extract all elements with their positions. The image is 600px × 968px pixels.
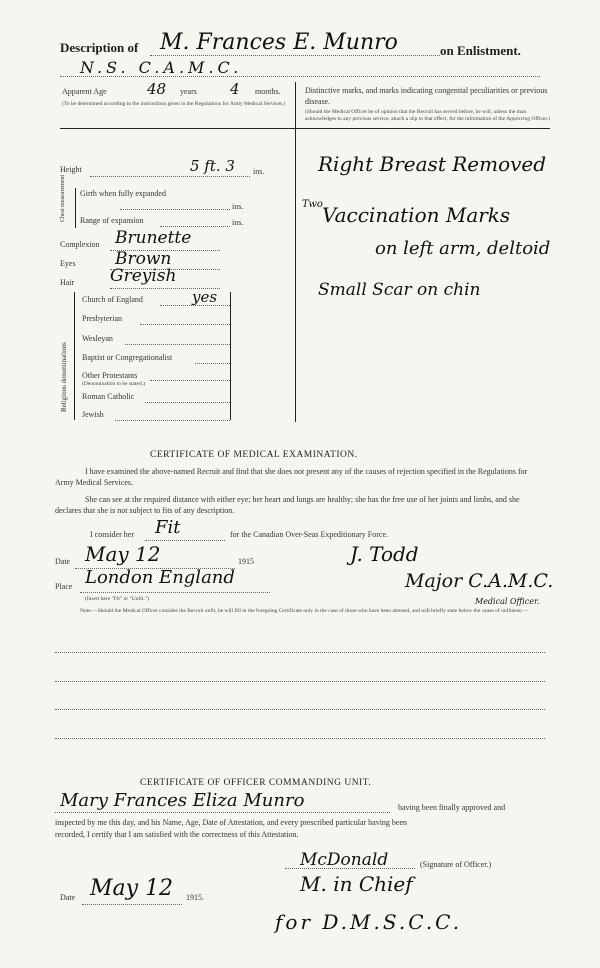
commanding-text-1: having been finally approved and [398, 803, 506, 812]
top-divider [60, 128, 550, 129]
distinctive-prefix: Two [302, 199, 323, 210]
age-note: (To be determined according to the instructions given in the Regulations for Army Medical Services.) [62, 101, 286, 107]
commanding-signature-line [285, 868, 415, 869]
height-unit: ins. [253, 167, 265, 176]
commanding-date-line [82, 904, 182, 905]
hair-value: Greyish [110, 266, 177, 286]
religion-line-1 [140, 324, 230, 325]
commanding-certificate-title: CERTIFICATE OF OFFICER COMMANDING UNIT. [140, 778, 372, 788]
religion-item-church-of-england: Church of England [82, 295, 143, 304]
on-enlistment-label: on Enlistment. [440, 43, 521, 58]
distinctive-line-1: Right Breast Removed [318, 152, 547, 176]
girth-line [120, 209, 230, 210]
chest-bracket [75, 188, 76, 228]
description-of-label: Description of [60, 40, 139, 55]
commanding-for-line: for D.M.S.C.C. [275, 910, 463, 934]
religion-bracket [74, 292, 75, 420]
medical-officer-rank: Major C.A.M.C. [405, 570, 554, 592]
apparent-age-label: Apparent Age [62, 87, 107, 96]
religion-line-2 [125, 344, 230, 345]
distinctive-note: (Should the Medical Officer be of opinion that the Recruit has served before, he will, unless the man acknowledges to any previous service, attach a slip to that effect, for the information of the Approving Officer.) [305, 109, 551, 122]
height-value: 5 ft. 3 [190, 157, 235, 175]
commanding-role: M. in Chief [300, 872, 413, 896]
commanding-date-value: May 12 [90, 876, 174, 901]
religion-item-other-protestants: Other Protestants [82, 371, 138, 380]
medical-footnote: Note.—Should the Medical Officer consider the Recruit unfit, he will fill in the foregoing Certificate only in the case of those who have been attested, and will briefly state below the cause of unfitness:— [80, 608, 529, 614]
religion-item-roman-catholic: Roman Catholic [82, 392, 135, 401]
religion-line-0 [160, 305, 230, 306]
eyes-label: Eyes [60, 259, 76, 268]
commanding-name-line [55, 812, 390, 813]
unit-value: N.S. C.A.M.C. [80, 58, 243, 77]
religion-line-3 [195, 363, 230, 364]
age-months-value: 4 [230, 80, 240, 98]
months-label: months. [255, 87, 281, 96]
medical-date-year: 1915 [238, 557, 254, 566]
religion-side-label: Religious denominations [60, 342, 68, 412]
religion-other-note: (Denomination to be stated.) [82, 381, 145, 387]
consider-line [145, 540, 225, 541]
consider-value: Fit [155, 517, 181, 538]
unit-line [60, 76, 540, 77]
religion-item-presbyterian: Presbyterian [82, 314, 122, 323]
religion-right-border [230, 292, 231, 420]
vertical-divider [295, 82, 296, 422]
distinctive-marks-label: Distinctive marks, and marks indicating congenital peculiarities or previous disease. [305, 86, 548, 106]
recruit-name: M. Frances E. Munro [160, 30, 398, 55]
complexion-value: Brunette [115, 228, 192, 248]
medical-place-note: (Insert here "Fit" or "Unfit.") [85, 596, 149, 602]
religion-line-6 [115, 420, 230, 421]
religion-line-5 [145, 402, 230, 403]
medical-para-1: I have examined the above-named Recruit and find that she does not present any of the causes of rejection specified in the Regulations for Army Medical Services. [55, 467, 528, 487]
years-label: years [180, 87, 197, 96]
medical-certificate-title: CERTIFICATE OF MEDICAL EXAMINATION. [150, 450, 358, 460]
medical-officer-signature: J. Todd [350, 542, 419, 566]
distinctive-line-2: Vaccination Marks [322, 203, 511, 227]
unfitness-line-1 [55, 652, 545, 653]
unfitness-line-4 [55, 738, 545, 739]
religion-item-jewish: Jewish [82, 410, 104, 419]
religion-line-4 [150, 380, 230, 381]
medical-place-label: Place [55, 582, 73, 591]
commanding-text-2: inspected by me this day, and his Name, Age, Date of Attestation, and every prescribed particular having been [55, 818, 408, 827]
complexion-label: Complexion [60, 240, 100, 249]
religion-value-church-of-england: yes [192, 288, 218, 306]
commanding-date-year: 1915. [186, 893, 204, 902]
unfitness-line-2 [55, 681, 545, 682]
commanding-signature: McDonald [300, 850, 389, 870]
commanding-date-label: Date [60, 893, 76, 902]
consider-suffix: for the Canadian Over-Seas Expeditionary Force. [230, 530, 389, 539]
religion-item-wesleyan: Wesleyan [82, 334, 113, 343]
hair-label: Hair [60, 278, 75, 287]
medical-officer-label: Medical Officer. [475, 597, 540, 606]
name-line [150, 55, 440, 56]
distinctive-line-3: on left arm, deltoid [375, 238, 551, 259]
girth-unit: ins. [232, 202, 244, 211]
medical-date-label: Date [55, 557, 71, 566]
unfitness-line-3 [55, 709, 545, 710]
age-years-value: 48 [147, 80, 167, 98]
medical-place-value: London England [85, 567, 235, 588]
height-label: Height [60, 165, 82, 174]
height-line [90, 176, 250, 177]
eyes-value: Brown [115, 249, 172, 269]
religion-item-baptist: Baptist or Congregationalist [82, 353, 173, 362]
chest-side-label: Chest measurement [60, 174, 66, 222]
range-label: Range of expansion [80, 216, 144, 225]
medical-para-2: She can see at the required distance with either eye; her heart and lungs are healthy; she has the free use of her joints and limbs, and she declares that she is not subject to fits of any description. [55, 495, 520, 515]
commanding-signature-label: (Signature of Officer.) [420, 860, 492, 869]
commanding-text-3: recorded, I certify that I am satisfied with the correctness of this Attestation. [55, 830, 299, 839]
distinctive-line-4: Small Scar on chin [318, 280, 481, 300]
commanding-name-value: Mary Frances Eliza Munro [60, 790, 305, 811]
consider-label: I consider her [90, 530, 134, 539]
medical-date-value: May 12 [85, 542, 161, 566]
medical-place-line [80, 592, 270, 593]
range-line [160, 226, 230, 227]
range-unit: ins. [232, 218, 244, 227]
girth-label: Girth when fully expanded [80, 189, 166, 198]
